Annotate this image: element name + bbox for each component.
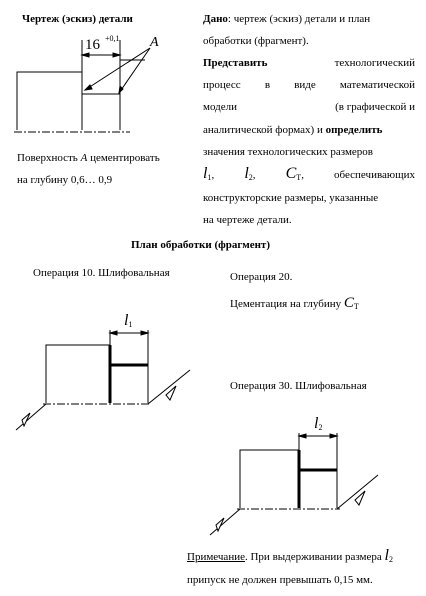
task-line7: значения технологических размеров [203,146,374,158]
surface-a-label: A [150,35,159,50]
sketch-note-line2: на глубину 0,6… 0,9 [17,174,113,186]
task-given-line1: Дано: чертеж (эскиз) детали и план [203,13,371,25]
op30-label: Операция 30. Шлифовальная [230,380,367,392]
op10-base-symbol-right [148,370,190,404]
op30-base-symbol-right [337,475,378,509]
l2-label: $l_2$ [314,415,323,432]
task-line4: процесс в виде математической [203,79,415,91]
sketch-title: Чертеж (эскиз) детали [22,13,133,25]
task-given-line2: обработки (фрагмент). [203,35,309,47]
op10-base-symbol-left [16,404,46,430]
plan-title: План обработки (фрагмент) [131,239,270,251]
op10-dimension-l1 [110,331,148,335]
op20-label: Операция 20. [230,271,293,283]
task-line3: Представить технологический [203,57,415,69]
op20-description: Цементация на глубину $C_Т$ [230,295,359,311]
task-line5: модели (в графической и [203,101,415,113]
sketch-dimension-16 [82,53,120,57]
l1-label: $l_1$ [124,312,133,329]
op30-dimension-l2 [299,434,337,438]
op10-label: Операция 10. Шлифовальная [33,267,170,279]
dimension-16-value: 16 [85,37,100,53]
note-line2: припуск не должен превышать 0,15 мм. [187,574,373,586]
dimension-16-tolerance: +0,1 [105,34,120,43]
op30-part-outline [240,433,337,508]
task-line6: аналитической формах) и определить [203,124,383,136]
sketch-note-line1: Поверхность A цементировать [17,152,160,164]
note-line1: Примечание. При выдерживании размера $l_2$ [187,547,393,564]
task-line8: $l_1$, $l_2$, $C_Т$, обеспечивающих [203,165,415,182]
op10-part-outline [46,330,148,403]
task-line9: конструкторские размеры, указанные [203,192,379,204]
task-line10: на чертеже детали. [203,214,292,226]
op30-base-symbol-left [210,509,240,535]
